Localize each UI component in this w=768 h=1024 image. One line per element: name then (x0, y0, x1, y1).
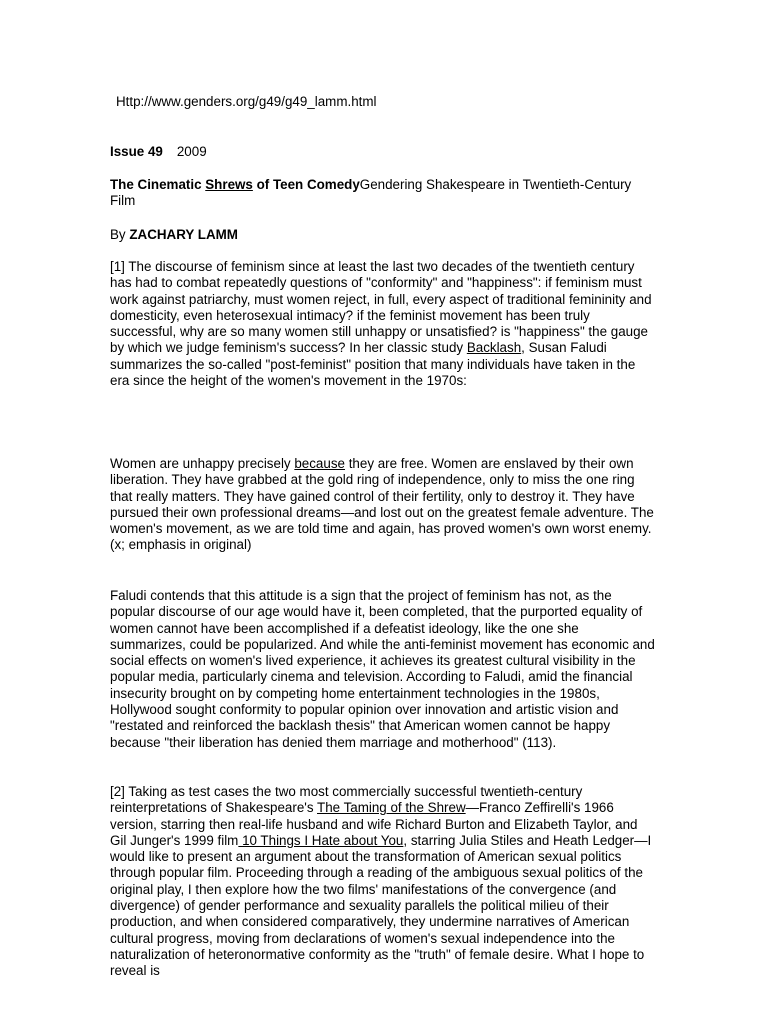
p1-text-b: , Susan Faludi summarizes the so-called "post-feminist" position that many individuals have taken in the era since the height of the women's movement in the 1970s: (110, 340, 636, 389)
ten-things-link[interactable]: 10 Things I Hate about You (238, 832, 404, 848)
taming-of-the-shrew-link[interactable]: The Taming of the Shrew (317, 800, 466, 816)
paragraph-2 (110, 784, 655, 980)
byline (110, 227, 655, 243)
quote-text-a: Women are unhappy precisely (110, 456, 295, 471)
paragraph-faludi: Faludi contends that this attitude is a sign that the project of feminism has not, as the popular discourse of our age would have it, been completed, that the purported equality of women cannot have been accomplished if a defeatist ideology, like the one she summarizes, could be popularized. And while the anti-feminist movement has economic and social effects on women's lived experience, it achieves its greatest cultural visibility in the popular media, particularly cinema and television. According to Faludi, amid the financial insecurity brought on by competing home entertainment technologies in the 1980s, Hollywood sought conformity to popular opinion over innovation and artistic vision and "restated and reinforced the backlash thesis" that American women cannot be happy because "their liberation has denied them marriage and motherhood" (113). (110, 588, 655, 750)
issue-label: Issue 49 (110, 144, 163, 159)
issue-year: 2009 (176, 144, 207, 159)
block-quote (110, 456, 655, 554)
because-emphasis: because (294, 456, 345, 471)
by-label: By (110, 227, 130, 242)
p3-text-b: —Franco Zeffirelli's 1966 version, starring then real-life husband and wife Richard Burton and Elizabeth Taylor, and Gil Junger's 1999 film (110, 800, 638, 848)
author-name: ZACHARY LAMM (129, 227, 238, 242)
p3-text-a: [2] Taking as test cases the two most commercially successful twentieth-century reinterpretations of Shakespeare's (110, 784, 583, 816)
quote-text-b: they are free. Women are enslaved by their own liberation. They have grabbed at the gold ring of independence, only to miss the one ring that really matters. They have gained control of their fertility, only to destroy it. They have pursued their own professional dreams—and lost out on the greatest female adventure. The women's movement, as we are told time and again, has proved women's own worst enemy. (x; emphasis in original) (110, 456, 654, 553)
backlash-link[interactable]: Backlash (466, 340, 522, 356)
title-part2: of Teen Comedy (252, 177, 360, 192)
title-part1: The Cinematic (110, 177, 206, 192)
source-url[interactable]: Http://www.genders.org/g49/g49_lamm.html (116, 94, 377, 109)
title-shrews-link[interactable]: Shrews (205, 177, 253, 192)
p1-text-a: [1] The discourse of feminism since at least the last two decades of the twentieth century has had to combat repeatedly questions of "conformity" and "happiness": if feminism must work against patriarchy, must women reject, in full, every aspect of traditional femininity and domesticity, even heterosexual intimacy? if the feminist movement has been truly successful, why are so many women still unhappy or unsatisfied? is "happiness" the gauge by which we judge feminism's success? In her classic study (110, 259, 652, 356)
p3-text-c: , starring Julia Stiles and Heath Ledger—I would like to present an argument about the transformation of American sexual politics through popular film. Proceeding through a reading of the ambiguous sexual politics of the original play, I then explore how the two films' manifestations of the convergence (and divergence) of gender performance and sexuality parallels the political milieu of their production, and when considered comparatively, they undermine narratives of American cultural progress, moving from declarations of women's sexual independence into the naturalization of heteronormative conformity as the "truth" of female desire. What I hope to reveal is (110, 832, 652, 979)
issue-line (110, 144, 655, 160)
paragraph-1 (110, 259, 655, 389)
article-title (110, 177, 655, 210)
article-subtitle: Gendering Shakespeare in Twentieth-Century Film (110, 177, 632, 209)
